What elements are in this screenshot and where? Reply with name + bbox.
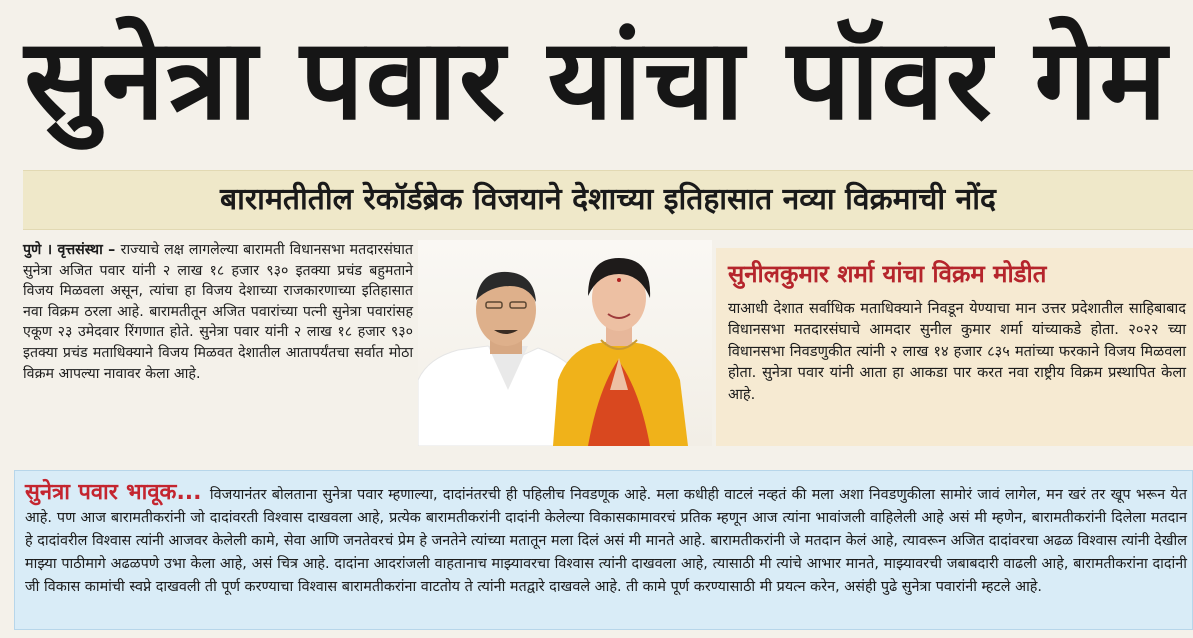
sidebar-body: याआधी देशात सर्वाधिक मताधिक्याने निवडून येण्याचा मान उत्तर प्रदेशातील साहिबाबाद विधानसभा मतदारसंघाचे आमदार सुनील कुमार शर्मा यांच्याकडे होता. २०२२ च्या विधानसभा निवडणुकीत त्यांनी २ लाख १४ हजार ८३५ मतांच्या फरकाने विजय मिळवला होता. सुनेत्रा पवार यांनी आता हा आकडा पार करत नवा राष्ट्रीय विक्रम प्रस्थापित केला आहे. bbox=[728, 300, 1186, 403]
dateline: पुणे । वृत्तसंस्था – bbox=[23, 242, 121, 258]
headline: सुनेत्रा पवार यांचा पॉवर गेम bbox=[24, 15, 1169, 145]
photo-illustration bbox=[418, 240, 712, 446]
emotional-quote-box bbox=[14, 470, 1193, 630]
emotional-box-body: विजयानंतर बोलताना सुनेत्रा पवार म्हणाल्या, दादांनंतरची ही पहिलीच निवडणूक आहे. मला कधीही वाटलं नव्हतं की मला अशा निवडणुकीला सामोरं जावं लागेल, मन खरं तर खूप भरून येत आहे. पण आज बारामतीकरांनी जो दादांवरती विश्वास दाखवला आहे, प्रत्येक बारामतीकरांनी दादांनी केलेल्या विकासकामावरचं प्रतिक म्हणून आज त्यांना भावांजली वाहिलेली आहे असं मी म्हणेन, बारामतीकरांनी दिलेला मतदान हे दादांवरील विश्वास त्यांनी आजवर केलेली कामे, सेवा आणि जनतेवरचं प्रेम हे जनतेने त्यांच्या मतातून मला दिलं असं मी मानते आहे. बारामतीकरांनी जे मतदान केलं आहे, त्यावरून अजित दादांवरचा अढळ विश्वास त्यांनी देखील माझ्या पाठीमागे अढळपणे उभा केला आहे, असं चित्र आहे. दादांना आदरांजली वाहतानाच माझ्यावरचा विश्वास त्यांनी दाखवला आहे, त्यासाठी मी त्यांचे आभार मानते, माझ्यावरची जबाबदारी वाढली आहे, बारामतीकरांना दादांनी जी विकास कामांची स्वप्ने दाखवली ती पूर्ण करण्याचा विश्वास बारामतीकरांना वाटतोय ते त्यांनी मतद्वारे दाखवले आहे. ती कामे पूर्ण करण्यासाठी मी प्रयत्न करेन, असंही पुढे सुनेत्रा पवारांनी म्हटले आहे. bbox=[25, 487, 1187, 595]
emotional-box-title: सुनेत्रा पवार भावूक... bbox=[25, 480, 210, 505]
main-story-body: राज्याचे लक्ष लागलेल्या बारामती विधानसभा मतदारसंघात सुनेत्रा अजित पवार यांनी २ लाख १८ हजार ९३० इतक्या प्रचंड बहुमताने विजय मिळवला असून, त्यांचा हा विजय देशाच्या राजकारणाच्या इतिहासात नवा विक्रम ठरला आहे. बारामतीतून अजित पवारांच्या पत्नी सुनेत्रा पवारांसह एकूण २३ उमेदवार रिंगणात होते. सुनेत्रा पवार यांनी २ लाख १८ हजार ९३० इतक्या प्रचंड मताधिक्याने विजय मिळवत देशातील आतापर्यंतचा सर्वात मोठा विक्रम आपल्या नावावर केला आहे. bbox=[23, 242, 413, 382]
main-story bbox=[23, 240, 413, 384]
subheadline-band bbox=[23, 170, 1193, 230]
sidebar-box bbox=[716, 248, 1193, 446]
woman-portrait bbox=[553, 258, 688, 446]
news-photo bbox=[418, 240, 712, 446]
emotional-box-text bbox=[25, 481, 1187, 599]
sidebar-title: सुनीलकुमार शर्मा यांचा विक्रम मोडीत bbox=[728, 260, 1047, 288]
subheadline: बारामतीतील रेकॉर्डब्रेक विजयाने देशाच्या इतिहासात नव्या विक्रमाची नोंद bbox=[220, 182, 996, 217]
